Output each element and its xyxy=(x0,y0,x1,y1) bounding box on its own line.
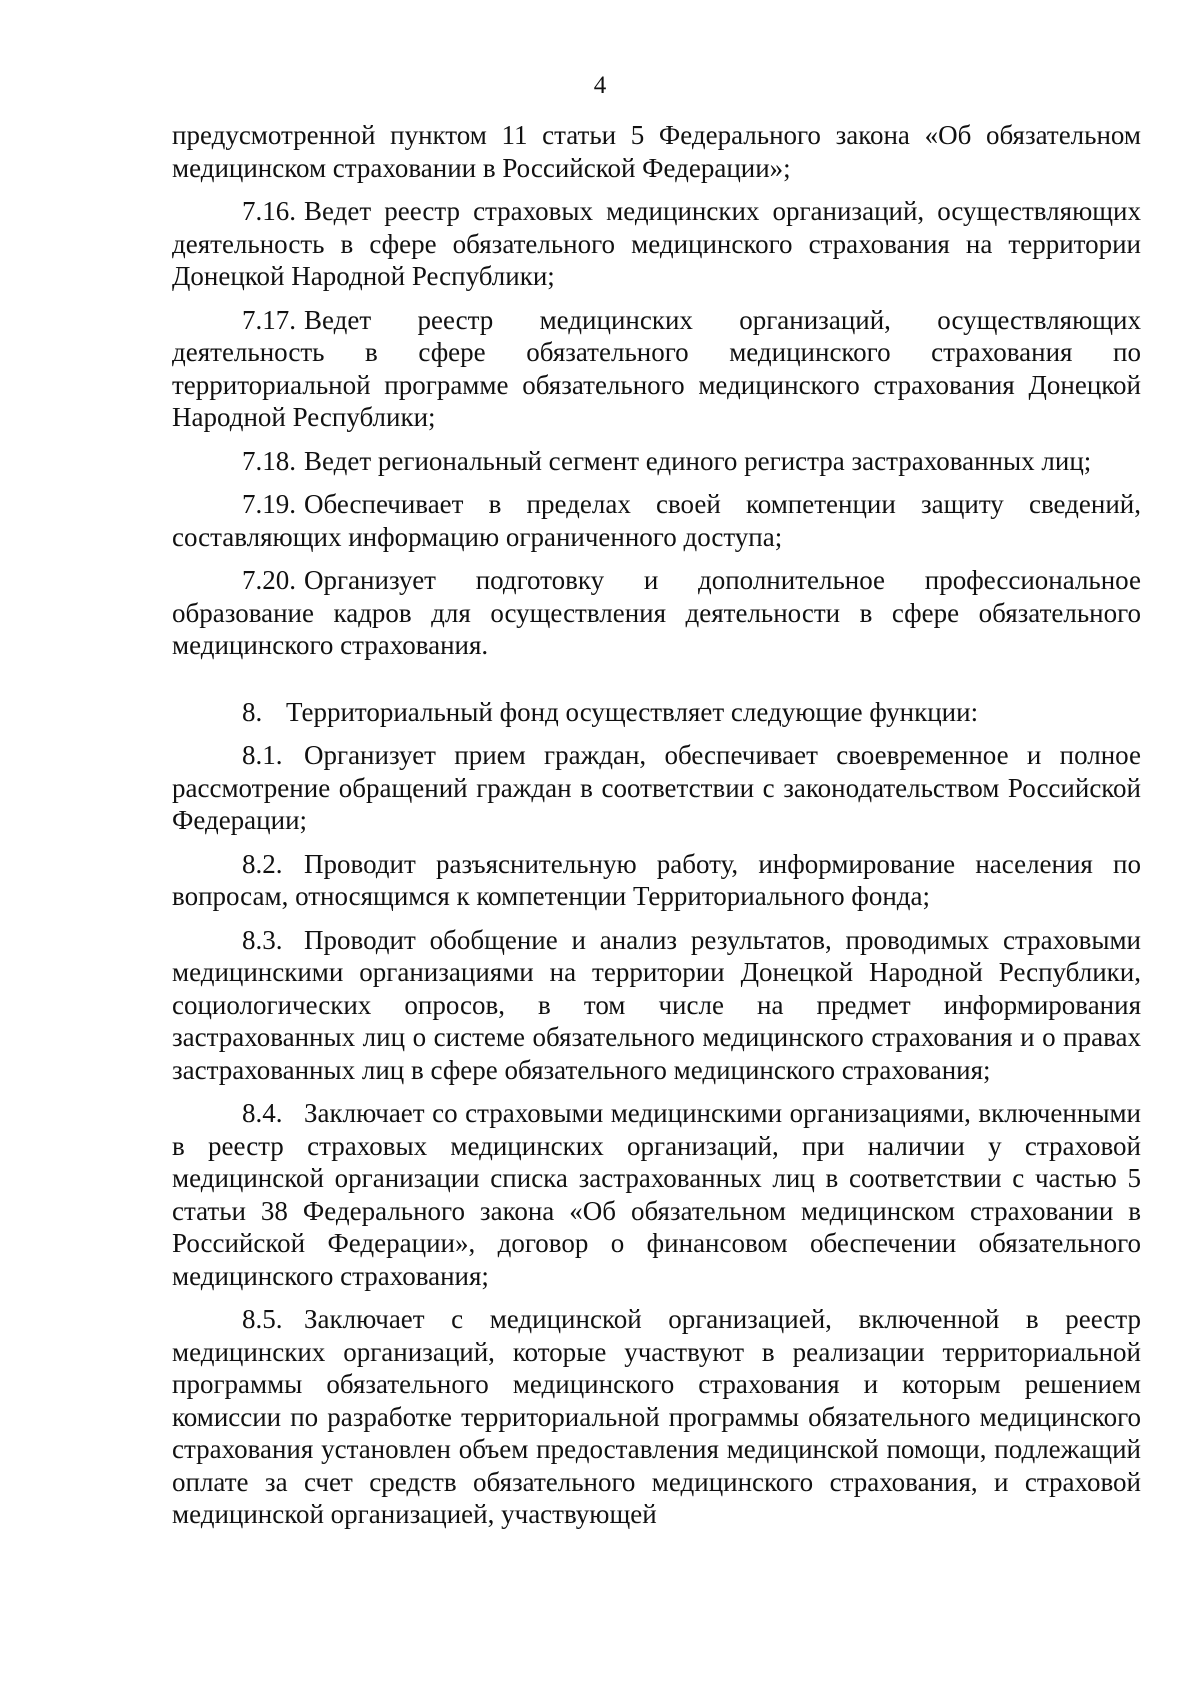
paragraph-number: 7.18. xyxy=(242,445,296,476)
paragraph-8-2 xyxy=(172,848,1141,913)
paragraph-text: Обеспечивает в пределах своей компетенции защиту сведений, составляющих информацию ограниченного доступа; xyxy=(172,489,1141,552)
paragraph-text: Территориальный фонд осуществляет следующие функции: xyxy=(286,696,979,727)
paragraph-text: Заключает со страховыми медицинскими организациями, включенными в реестр страховых медицинских организаций, при наличии у страховой медицинской организации списка застрахованных лиц в соответствии с частью 5 статьи 38 Федерального закона «Об обязательном медицинском страховании в Российской Федерации», договор о финансовом обеспечении обязательного медицинского страхования; xyxy=(172,1098,1141,1291)
paragraph-7-16 xyxy=(172,195,1141,293)
paragraph-number: 8.4. xyxy=(242,1098,283,1128)
paragraph-text: Проводит обобщение и анализ результатов, проводимых страховыми медицинскими организациями на территории Донецкой Народной Республики, социологических опросов, в том числе на предмет информирования застрахованных лиц о системе обязательного медицинского страхования и о правах застрахованных лиц в сфере обязательного медицинского страхования; xyxy=(172,924,1141,1085)
paragraph-number: 7.16. xyxy=(242,196,296,226)
paragraph-7-18 xyxy=(172,445,1141,478)
paragraph-text: Ведет реестр медицинских организаций, осуществляющих деятельность в сфере обязательного медицинского страхования по территориальной программе обязательного медицинского страхования Донецкой Народной Республики; xyxy=(172,304,1141,432)
paragraph-number: 8. xyxy=(242,696,263,727)
paragraph-text: предусмотренной пунктом 11 статьи 5 Федерального закона «Об обязательном медицинском страховании в Российской Федерации»; xyxy=(172,120,1141,183)
paragraph-text: Заключает с медицинской организацией, включенной в реестр медицинских организаций, которые участвуют в реализации территориальной программы обязательного медицинского страхования и которым решением комиссии по разработке территориальной программы обязательного медицинского страхования установлен объем предоставления медицинской помощи, подлежащий оплате за счет средств обязательного медицинского страхования, и страховой медицинской организацией, участвующей xyxy=(172,1304,1141,1529)
paragraph-number: 8.2. xyxy=(242,848,283,879)
paragraph-number: 7.19. xyxy=(242,489,296,519)
paragraph-8 xyxy=(172,696,1141,729)
paragraph-number: 8.3. xyxy=(242,924,283,955)
paragraph-8-5 xyxy=(172,1303,1141,1531)
paragraph-text: Организует прием граждан, обеспечивает своевременное и полное рассмотрение обращений граждан в соответствии с законодательством Российской Федерации; xyxy=(172,740,1141,835)
paragraph-7-19 xyxy=(172,488,1141,553)
paragraph-8-1 xyxy=(172,739,1141,837)
paragraph-continuation xyxy=(172,119,1141,184)
paragraph-text: Ведет региональный сегмент единого регистра застрахованных лиц; xyxy=(304,445,1092,476)
paragraph-8-3 xyxy=(172,924,1141,1087)
paragraph-number: 8.1. xyxy=(242,740,283,770)
paragraph-8-4 xyxy=(172,1097,1141,1292)
paragraph-number: 7.20. xyxy=(242,565,296,595)
page-number: 4 xyxy=(593,72,607,99)
paragraph-7-17 xyxy=(172,304,1141,434)
paragraph-number: 8.5. xyxy=(242,1304,283,1334)
paragraph-text: Ведет реестр страховых медицинских организаций, осуществляющих деятельность в сфере обязательного медицинского страхования на территории Донецкой Народной Республики; xyxy=(172,196,1141,291)
paragraph-text: Проводит разъяснительную работу, информирование населения по вопросам, относящимся к компетенции Территориального фонда; xyxy=(172,848,1141,911)
document-body xyxy=(172,119,1141,1542)
paragraph-7-20 xyxy=(172,564,1141,662)
paragraph-text: Организует подготовку и дополнительное профессиональное образование кадров для осуществления деятельности в сфере обязательного медицинского страхования. xyxy=(172,565,1141,660)
paragraph-number: 7.17. xyxy=(242,304,296,335)
